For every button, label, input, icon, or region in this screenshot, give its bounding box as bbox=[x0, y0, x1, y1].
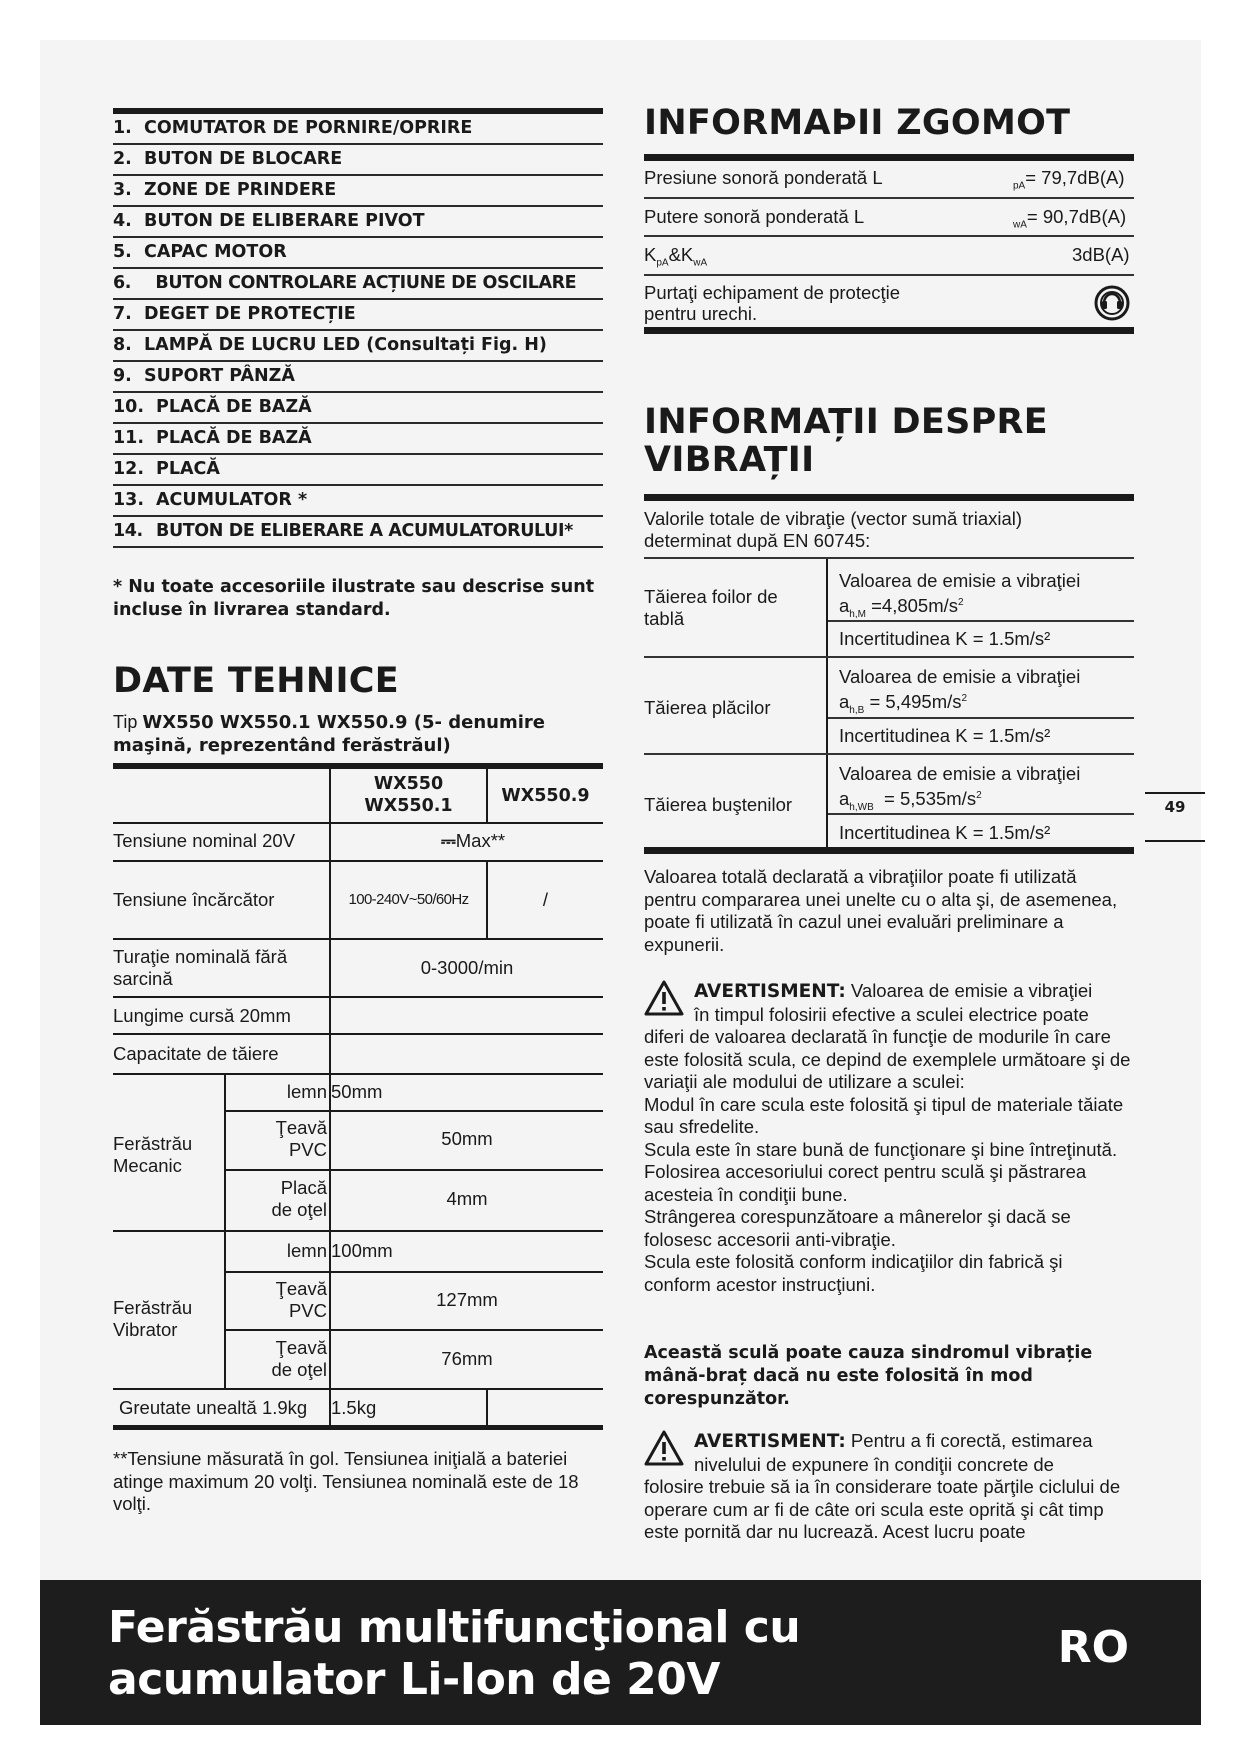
mech-saw-label: Ferăstrău Mecanic bbox=[113, 1133, 193, 1176]
accessories-note: * Nu toate accesoriile ilustrate sau descrise sunt incluse în livrarea standard. bbox=[113, 577, 595, 620]
weight-label: Greutate unealtă 1.9kg bbox=[119, 1397, 308, 1418]
vibration-heading: INFORMAȚII DESPRE VIBRAȚII bbox=[644, 402, 1049, 480]
list-item: 3. ZONE DE PRINDERE bbox=[113, 176, 603, 207]
vib-logs-emission: Valoarea de emisie a vibraţiei $a_{h,WB} = 5,535m/s^2$ bbox=[839, 763, 1081, 813]
tech-table bbox=[113, 763, 603, 1429]
mech-wood-label: lemn bbox=[286, 1081, 327, 1102]
vib-pvc-value: 127mm bbox=[436, 1289, 498, 1310]
weight-value: 1.5kg bbox=[331, 1397, 377, 1418]
list-item: 5. CAPAC MOTOR bbox=[113, 238, 603, 269]
vib-saw-label: Ferăstrău Vibrator bbox=[113, 1297, 193, 1340]
noise-row2-label: Putere sonoră ponderată L bbox=[644, 206, 865, 227]
language-code: RO bbox=[1057, 1622, 1129, 1673]
mech-pvc-label: Ţeavă PVC bbox=[275, 1117, 327, 1160]
list-item: 1. COMUTATOR DE PORNIRE/OPRIRE bbox=[113, 114, 603, 145]
vib-logs-label: Tăierea buştenilor bbox=[644, 794, 793, 815]
noise-row1-value: $_{pA}$= 79,7dB(A) bbox=[1013, 167, 1125, 192]
rated-voltage-value: ⎓Max** bbox=[441, 830, 506, 851]
mech-steel-label: Placă de oţel bbox=[271, 1177, 327, 1220]
rated-voltage-label: Tensiune nominal 20V bbox=[113, 830, 296, 851]
vib-sheet-emission: Valoarea de emisie a vibraţiei $a_{h,M} =4,805m/s^2$ bbox=[839, 570, 1081, 620]
col-header-b: WX550.9 bbox=[501, 786, 590, 806]
noise-row3-label: $K_{pA}\&K_{wA}$ bbox=[644, 244, 708, 269]
noise-top-rule bbox=[644, 154, 1134, 161]
list-item: 10. PLACĂ DE BAZĂ bbox=[113, 393, 603, 424]
capacity-label: Capacitate de tăiere bbox=[113, 1043, 279, 1064]
list-item: 7. DEGET DE PROTECȚIE bbox=[113, 300, 603, 331]
list-item: 14. BUTON DE ELIBERARE A ACUMULATORULUI* bbox=[113, 517, 603, 548]
vibration-intro: Valorile totale de vibraţie (vector sumă triaxial) determinat după EN 60745: bbox=[644, 508, 1023, 551]
declared-value-text: Valoarea totală declarată a vibraţiilor poate fi utilizată pentru compararea unei unelte cu o alta şi, de asemenea, poate fi utilizată în cazul unei evaluări preliminare a expunerii. bbox=[644, 866, 1118, 955]
vib-sheet-uncertainty: Incertitudinea K = 1.5m/s² bbox=[839, 628, 1051, 649]
ear-protection-text: Purtaţi echipament de protecţie pentru urechi. bbox=[644, 282, 901, 324]
list-item: 6. BUTON CONTROLARE ACȚIUNE DE OSCILARE bbox=[113, 269, 603, 300]
vib-steel-label: Ţeavă de oţel bbox=[271, 1337, 327, 1380]
product-title: Ferăstrău multifuncţional cu acumulator Li-Ion de 20V bbox=[108, 1602, 801, 1705]
vib-logs-uncertainty: Incertitudinea K = 1.5m/s² bbox=[839, 822, 1051, 843]
charger-value: 100-240V~50/60Hz bbox=[348, 891, 469, 908]
warning-2-text: AVERTISMENT: Pentru a fi corectă, estimarea nivelului de expunere în condiţii concrete de folosire trebuie să ia în considerare toate părţile ciclului de operare cum ar fi de câte ori scula este oprită şi cât timp este pornită dar nu lucrează. Acest lucru poate bbox=[644, 1430, 1121, 1542]
mech-pvc-value: 50mm bbox=[441, 1128, 493, 1149]
dc-icon: ⎓ bbox=[441, 830, 456, 851]
vib-sheet-label: Tăierea foilor de tablă bbox=[644, 586, 778, 629]
vib-pvc-label: Ţeavă PVC bbox=[275, 1278, 327, 1321]
vib-wood-value: 100mm bbox=[331, 1240, 393, 1261]
mech-wood-value: 50mm bbox=[331, 1081, 383, 1102]
list-item: 13. ACUMULATOR * bbox=[113, 486, 603, 517]
vib-plates-label: Tăierea plăcilor bbox=[644, 697, 771, 718]
voltage-footnote: **Tensiune măsurată în gol. Tensiunea iniţială a bateriei atinge maximum 20 volţi. Tensiunea nominală este de 18 volţi. bbox=[113, 1448, 579, 1514]
list-item: 12. PLACĂ bbox=[113, 455, 603, 486]
list-item: 2. BUTON DE BLOCARE bbox=[113, 145, 603, 176]
col-header-a: WX550 WX550.1 bbox=[364, 774, 453, 816]
havs-warning: Această sculă poate cauza sindromul vibrație mână-braț dacă nu este folosită în mod corespunzător. bbox=[644, 1343, 1093, 1409]
noise-row1-label: Presiune sonoră ponderată L bbox=[644, 167, 883, 188]
mech-steel-value: 4mm bbox=[446, 1188, 488, 1209]
list-item: 11. PLACĂ DE BAZĂ bbox=[113, 424, 603, 455]
ear-protection-icon bbox=[1093, 284, 1131, 322]
vib-wood-label: lemn bbox=[286, 1240, 327, 1261]
speed-value: 0-3000/min bbox=[420, 957, 514, 978]
noise-row3-value: 3dB(A) bbox=[1072, 244, 1130, 265]
vibration-top-rule bbox=[644, 494, 1134, 501]
speed-label: Turaţie nominală fără sarcină bbox=[113, 946, 288, 989]
parts-list bbox=[113, 108, 603, 548]
noise-bottom-rule bbox=[644, 327, 1134, 334]
model-type: Tip WX550 WX550.1 WX550.9 (5- denumire maşină, reprezentând ferăstrăul) bbox=[113, 712, 546, 756]
vib-steel-value: 76mm bbox=[441, 1348, 493, 1369]
list-item: 4. BUTON DE ELIBERARE PIVOT bbox=[113, 207, 603, 238]
vib-plates-uncertainty: Incertitudinea K = 1.5m/s² bbox=[839, 725, 1051, 746]
tech-heading: DATE TEHNICE bbox=[113, 661, 399, 701]
page-number: 49 bbox=[1145, 798, 1205, 816]
footer-banner bbox=[40, 1580, 1201, 1725]
noise-heading: INFORMAÞII ZGOMOT bbox=[644, 103, 1071, 143]
noise-row2-value: $_{wA}$= 90,7dB(A) bbox=[1013, 206, 1127, 231]
stroke-label: Lungime cursă 20mm bbox=[113, 1005, 291, 1026]
charger-value-b: / bbox=[542, 889, 549, 910]
charger-label: Tensiune încărcător bbox=[113, 889, 275, 910]
warning-1-text: AVERTISMENT: Valoarea de emisie a vibraţiei în timpul folosirii efective a sculei electrice poate diferi de valoarea declarată în funcţie de modurile în care este folosită scula, ce depind de exemplele următoare şi de variaţii ale modului de utilizare a sculei: Modul în care scula este folosită şi tipul de materiale tăiate sau sfredelite. Scula este în stare bună de funcţionare şi bine întreţinută. Folosirea accesoriului corect pentru sculă şi păstrarea acesteia în condiţii bune. Strângerea corespunzătoare a mânerelor şi dacă se folosesc accesorii anti-vibraţie. Scula este folosită conform indicaţiilor din fabrică şi conform acestor instrucţiuni. bbox=[644, 980, 1131, 1295]
list-item: 8. LAMPĂ DE LUCRU LED (Consultați Fig. H) bbox=[113, 331, 603, 362]
vib-plates-emission: Valoarea de emisie a vibraţiei $a_{h,B} = 5,495m/s^2$ bbox=[839, 666, 1081, 716]
list-item: 9. SUPORT PÂNZĂ bbox=[113, 362, 603, 393]
